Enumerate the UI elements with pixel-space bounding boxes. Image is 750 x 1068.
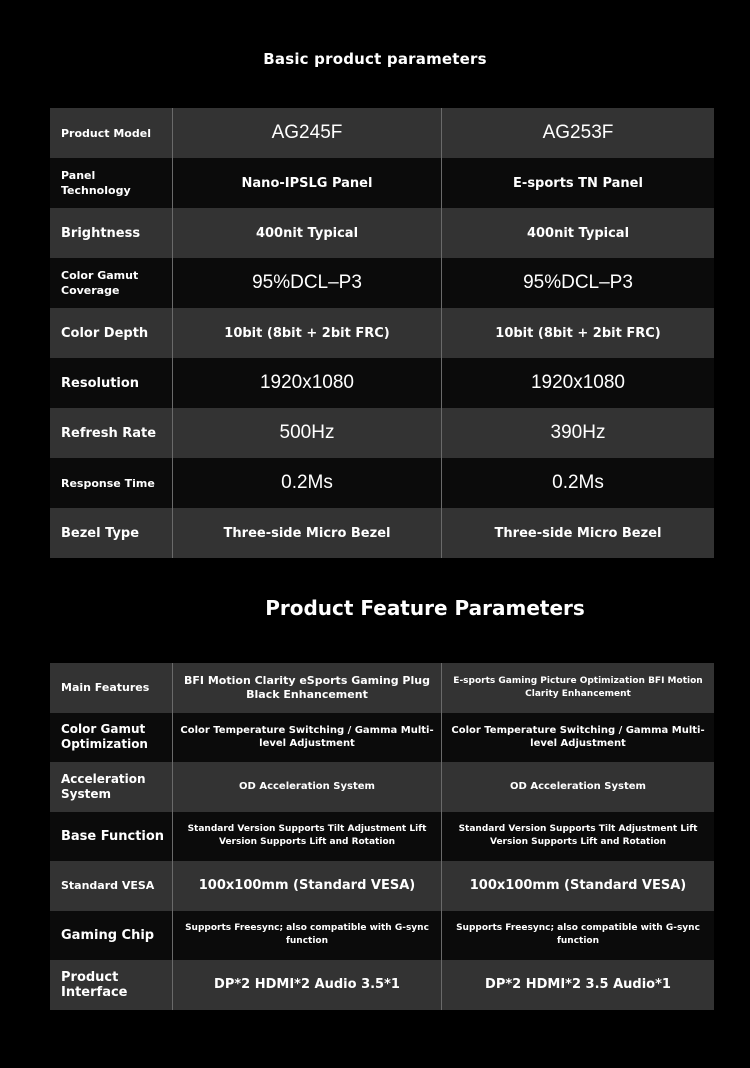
row-label: Bezel Type [50, 508, 173, 558]
model-a-value: 500Hz [173, 408, 442, 458]
model-b-value: E-sports TN Panel [442, 158, 715, 208]
model-a-value: 10bit (8bit + 2bit FRC) [173, 308, 442, 358]
table-row [50, 408, 714, 458]
model-b-value: 95%DCL–P3 [442, 258, 715, 308]
table-row [50, 713, 714, 763]
model-b-value: 10bit (8bit + 2bit FRC) [442, 308, 715, 358]
model-b-value: 0.2Ms [442, 458, 715, 508]
row-label: Product Interface [50, 960, 173, 1010]
row-label: Response Time [50, 458, 173, 508]
table-row [50, 762, 714, 812]
table-row [50, 508, 714, 558]
basic-parameters-table [50, 108, 714, 558]
row-label: Gaming Chip [50, 911, 173, 961]
table-row [50, 663, 714, 713]
table-row [50, 812, 714, 862]
table-row [50, 960, 714, 1010]
model-b-value: 390Hz [442, 408, 715, 458]
row-label: Main Features [50, 663, 173, 713]
table-row [50, 158, 714, 208]
feature-parameters-title: Product Feature Parameters [265, 596, 585, 620]
row-label: Brightness [50, 208, 173, 258]
basic-parameters-title: Basic product parameters [263, 50, 487, 68]
model-b-value: Supports Freesync; also compatible with G-sync function [442, 911, 715, 961]
model-a-value: 400nit Typical [173, 208, 442, 258]
model-b-value: E-sports Gaming Picture Optimization BFI Motion Clarity Enhancement [442, 663, 715, 713]
table-row [50, 911, 714, 961]
model-b-value: 1920x1080 [442, 358, 715, 408]
row-label: Refresh Rate [50, 408, 173, 458]
model-a-value: OD Acceleration System [173, 762, 442, 812]
model-a-value: Three-side Micro Bezel [173, 508, 442, 558]
model-a-value: 100x100mm (Standard VESA) [173, 861, 442, 911]
row-label: Color Gamut Coverage [50, 258, 173, 308]
model-a-value: Color Temperature Switching / Gamma Multi-level Adjustment [173, 713, 442, 763]
model-b-value: Color Temperature Switching / Gamma Multi-level Adjustment [442, 713, 715, 763]
table-row [50, 458, 714, 508]
model-b-value: AG253F [442, 108, 715, 158]
model-a-value: 95%DCL–P3 [173, 258, 442, 308]
row-label: Color Gamut Optimization [50, 713, 173, 763]
model-a-value: Supports Freesync; also compatible with G-sync function [173, 911, 442, 961]
model-b-value: Standard Version Supports Tilt Adjustment Lift Version Supports Lift and Rotation [442, 812, 715, 862]
row-label: Panel Technology [50, 158, 173, 208]
model-b-value: 100x100mm (Standard VESA) [442, 861, 715, 911]
model-a-value: AG245F [173, 108, 442, 158]
row-label: Resolution [50, 358, 173, 408]
feature-parameters-table [50, 663, 714, 1010]
row-label: Product Model [50, 108, 173, 158]
model-a-value: 1920x1080 [173, 358, 442, 408]
model-a-value: Standard Version Supports Tilt Adjustment Lift Version Supports Lift and Rotation [173, 812, 442, 862]
model-a-value: Nano-IPSLG Panel [173, 158, 442, 208]
model-b-value: DP*2 HDMI*2 3.5 Audio*1 [442, 960, 715, 1010]
row-label: Color Depth [50, 308, 173, 358]
table-row [50, 208, 714, 258]
model-b-value: 400nit Typical [442, 208, 715, 258]
table-row [50, 108, 714, 158]
table-row [50, 358, 714, 408]
row-label: Acceleration System [50, 762, 173, 812]
table-row [50, 258, 714, 308]
row-label: Standard VESA [50, 861, 173, 911]
table-row [50, 308, 714, 358]
row-label: Base Function [50, 812, 173, 862]
table-row [50, 861, 714, 911]
model-b-value: OD Acceleration System [442, 762, 715, 812]
model-a-value: 0.2Ms [173, 458, 442, 508]
model-a-value: DP*2 HDMI*2 Audio 3.5*1 [173, 960, 442, 1010]
model-b-value: Three-side Micro Bezel [442, 508, 715, 558]
model-a-value: BFI Motion Clarity eSports Gaming Plug Black Enhancement [173, 663, 442, 713]
